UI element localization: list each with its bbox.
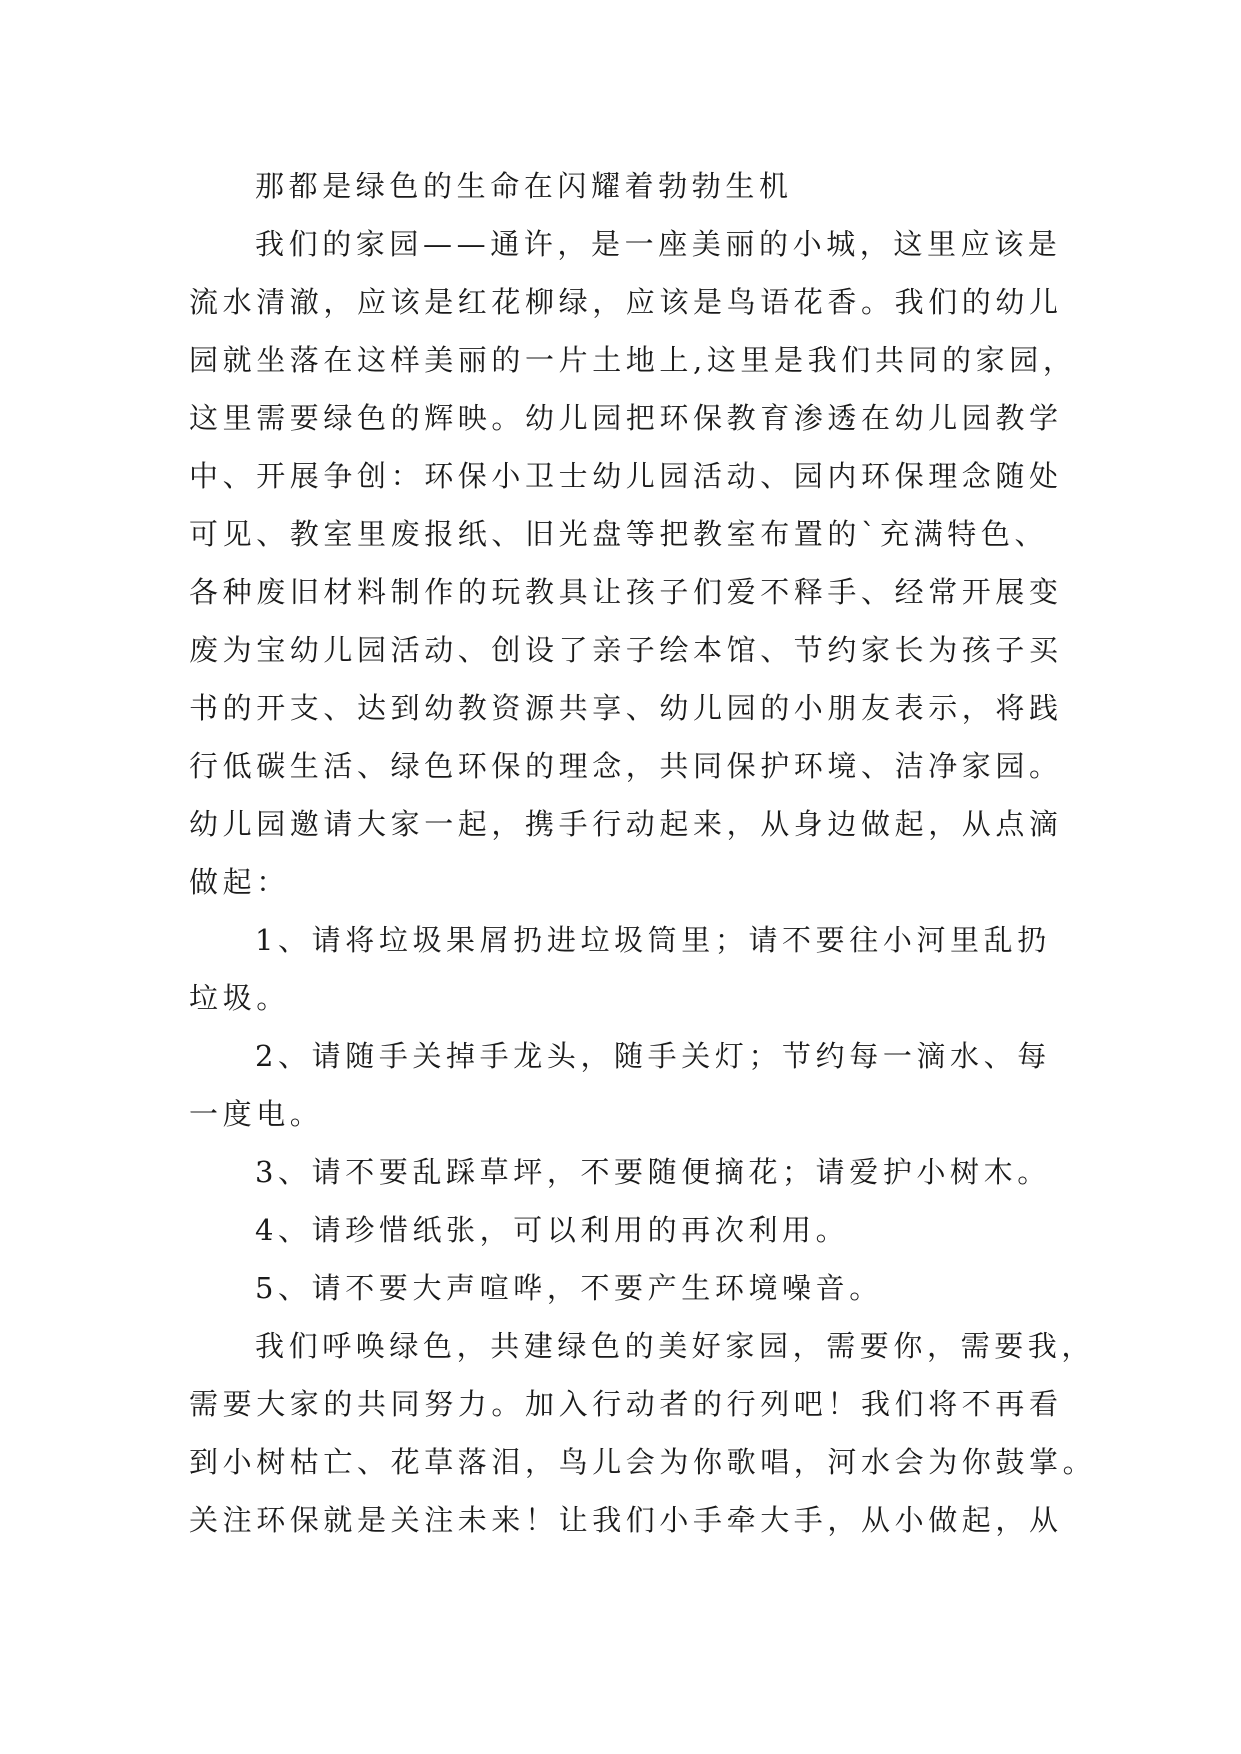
text-line: 那都是绿色的生命在闪耀着勃勃生机 bbox=[255, 169, 793, 203]
text-line: 幼儿园邀请大家一起，携手行动起来，从身边做起，从点滴 bbox=[189, 807, 1063, 841]
text-line: 我们呼唤绿色，共建绿色的美好家园，需要你，需要我， bbox=[255, 1329, 1096, 1363]
text-line: 做起： bbox=[189, 865, 290, 899]
text-line: 到小树枯亡、花草落泪，鸟儿会为你歌唱，河水会为你鼓掌。 bbox=[189, 1445, 1097, 1479]
text-line: 垃圾。 bbox=[189, 981, 290, 1015]
text-line: 关注环保就是关注未来！让我们小手牵大手，从小做起，从 bbox=[189, 1503, 1063, 1537]
text-line: 各种废旧材料制作的玩教具让孩子们爱不释手、经常开展变 bbox=[189, 575, 1063, 609]
list-item: 1、请将垃圾果屑扔进垃圾筒里；请不要往小河里乱扔 bbox=[255, 923, 1051, 957]
text-line: 一度电。 bbox=[189, 1097, 324, 1131]
list-item: 5、请不要大声喧哗，不要产生环境噪音。 bbox=[255, 1271, 883, 1305]
text-line: 需要大家的共同努力。加入行动者的行列吧！我们将不再看 bbox=[189, 1387, 1063, 1421]
text-line: 废为宝幼儿园活动、创设了亲子绘本馆、节约家长为孩子买 bbox=[189, 633, 1063, 667]
list-item: 4、请珍惜纸张，可以利用的再次利用。 bbox=[255, 1213, 850, 1247]
text-line: 可见、教室里废报纸、旧光盘等把教室布置的`充满特色、 bbox=[189, 517, 1049, 551]
text-line: 中、开展争创：环保小卫士幼儿园活动、园内环保理念随处 bbox=[189, 459, 1063, 493]
text-line: 这里需要绿色的辉映。幼儿园把环保教育渗透在幼儿园教学 bbox=[189, 401, 1063, 435]
list-item: 3、请不要乱踩草坪，不要随便摘花；请爱护小树木。 bbox=[255, 1155, 1051, 1189]
text-line: 行低碳生活、绿色环保的理念，共同保护环境、洁净家园。 bbox=[189, 749, 1063, 783]
list-item: 2、请随手关掉手龙头，随手关灯；节约每一滴水、每 bbox=[255, 1039, 1051, 1073]
text-line: 园就坐落在这样美丽的一片土地上,这里是我们共同的家园， bbox=[189, 343, 1077, 377]
text-line: 流水清澈，应该是红花柳绿，应该是鸟语花香。我们的幼儿 bbox=[189, 285, 1063, 319]
text-line: 我们的家园——通许，是一座美丽的小城，这里应该是 bbox=[255, 227, 1062, 261]
text-line: 书的开支、达到幼教资源共享、幼儿园的小朋友表示，将践 bbox=[189, 691, 1063, 725]
